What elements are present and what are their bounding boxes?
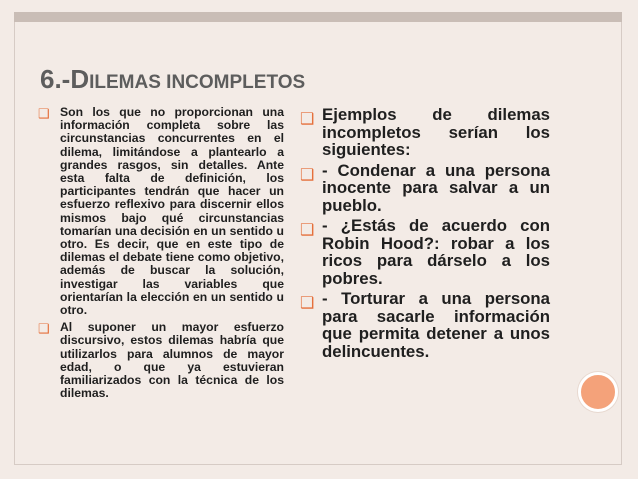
title-prefix: 6.-D [40,64,90,94]
decorative-circle [578,372,618,412]
list-item-text: Ejemplos de dilemas incompletos serían los siguientes: [322,105,550,159]
list-item-text: Son los que no proporcionan una información completa sobre las circunstancias concurrentes en el dilema, limitándose a plantearlo a grandes rasgos, sin detalles. Ante esta falta de definición, los participantes tendrán que hacer un esfuerzo reflexivo para discernir ellos mismos bajo qué circunstancias tomarían una decisión en un sentido u otro. Es decir, que en este tipo de dilemas el debate tiene como objetivo, además de buscar la solución, investigar las variables que orientarían la elección en un sentido u otro. [60,105,284,318]
list-item-text: Al suponer un mayor esfuerzo discursivo, estos dilemas habría que utilizarlos para alumnos de mayor edad, o que ya estuvieran familiarizados con la técnica de los dilemas. [60,320,284,401]
list-item [300,217,550,287]
list-item [300,290,550,360]
list-item-text: - Condenar a una persona inocente para salvar a un pueblo. [322,160,550,215]
list-item [300,162,550,215]
slide-title [40,64,560,98]
bullet-icon: ❑ [300,111,315,128]
bullet-icon: ❑ [38,321,50,337]
left-column [38,106,284,404]
bullet-icon: ❑ [300,222,315,239]
list-item [38,321,284,400]
list-item-text: - ¿Estás de acuerdo con Robin Hood?: robar a los ricos para dárselo a los pobres. [322,216,550,288]
bullet-icon: ❑ [300,166,315,184]
list-item [38,106,284,317]
bullet-icon: ❑ [38,106,50,121]
list-item [300,106,550,159]
title-rest: ILEMAS INCOMPLETOS [89,72,306,93]
slide-top-bar [14,12,622,22]
right-column [300,106,550,363]
bullet-icon: ❑ [300,295,315,312]
list-item-text: - Torturar a una persona para sacarle información que permita detener a unos delincuentes. [322,289,550,361]
